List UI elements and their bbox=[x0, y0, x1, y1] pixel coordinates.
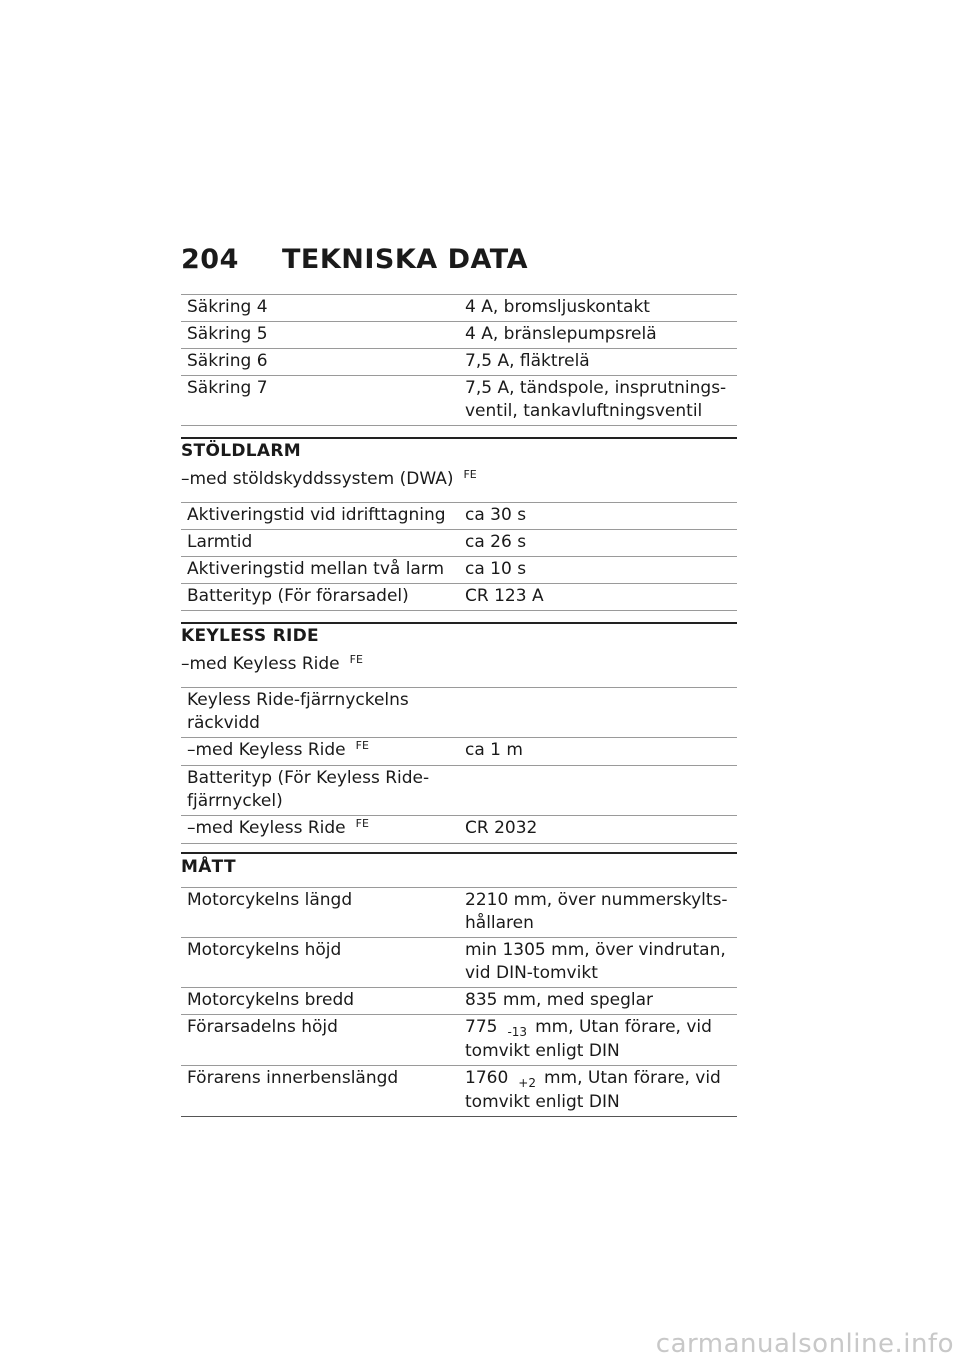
spec-value: ca 10 s bbox=[459, 557, 737, 584]
fuse-label: Säkring 7 bbox=[181, 376, 459, 426]
table-row bbox=[181, 816, 737, 844]
theft-alarm-table bbox=[181, 502, 737, 611]
spec-label: Motorcykelns längd bbox=[181, 888, 459, 938]
fuse-label: Säkring 6 bbox=[181, 349, 459, 376]
spec-value-main: 1760 bbox=[465, 1068, 509, 1088]
table-row bbox=[181, 557, 737, 584]
spec-label: Batterityp (För förarsadel) bbox=[181, 584, 459, 611]
spec-value-rest: mm, Utan förare, vid tomvikt enligt DIN bbox=[465, 1068, 721, 1112]
spec-label: Aktiveringstid vid idrifttagning bbox=[181, 503, 459, 530]
table-row bbox=[181, 988, 737, 1015]
spec-value-rest: mm, Utan förare, vid tomvikt enligt DIN bbox=[465, 1017, 712, 1061]
table-row bbox=[181, 766, 737, 816]
section-title-keyless-ride: KEYLESS RIDE bbox=[181, 626, 319, 646]
table-row bbox=[181, 738, 737, 766]
equipment-note bbox=[181, 653, 363, 677]
note-text: –med stöldskyddssystem (DWA) bbox=[181, 469, 454, 489]
spec-value-cell bbox=[459, 1066, 737, 1117]
chapter-title: TEKNISKA DATA bbox=[282, 244, 529, 275]
fuse-value: 7,5 A, fläktrelä bbox=[459, 349, 737, 376]
spec-label: Förarsadelns höjd bbox=[181, 1015, 459, 1066]
fuse-value: 4 A, bränslepumpsrelä bbox=[459, 322, 737, 349]
spec-label: Förarens innerbenslängd bbox=[181, 1066, 459, 1117]
spec-value: CR 123 A bbox=[459, 584, 737, 611]
spec-value: 835 mm, med speglar bbox=[459, 988, 737, 1015]
spec-label: Keyless Ride-fjärrnyckelns räckvidd bbox=[181, 688, 459, 738]
fuse-label: Säkring 4 bbox=[181, 295, 459, 322]
spec-value-cell bbox=[459, 1015, 737, 1066]
table-row bbox=[181, 688, 737, 738]
spec-label: Aktiveringstid mellan två larm bbox=[181, 557, 459, 584]
fuse-value: 7,5 A, tändspole, insprutnings- ventil, tankavluftningsventil bbox=[459, 376, 737, 426]
spec-value: min 1305 mm, över vindrutan, vid DIN-tomvikt bbox=[459, 938, 737, 988]
spec-label-cell bbox=[181, 738, 459, 766]
watermark: carmanualsonline.info bbox=[655, 1329, 954, 1359]
table-row bbox=[181, 938, 737, 988]
table-row bbox=[181, 584, 737, 611]
table-row bbox=[181, 530, 737, 557]
spec-value: ca 1 m bbox=[459, 738, 737, 766]
factory-equipment-mark: FE bbox=[463, 468, 477, 481]
section-divider bbox=[181, 852, 737, 854]
table-row bbox=[181, 295, 737, 322]
spec-value bbox=[459, 766, 737, 816]
tolerance-subscript: +2 bbox=[518, 1076, 536, 1090]
dimensions-table bbox=[181, 887, 737, 1117]
factory-equipment-mark: FE bbox=[355, 739, 369, 752]
page-number: 204 bbox=[181, 244, 239, 275]
equipment-note bbox=[181, 468, 477, 492]
spec-value: CR 2032 bbox=[459, 816, 737, 844]
table-row bbox=[181, 1066, 737, 1117]
note-text: –med Keyless Ride bbox=[181, 654, 340, 674]
table-row bbox=[181, 1015, 737, 1066]
table-row bbox=[181, 349, 737, 376]
spec-label: Motorcykelns höjd bbox=[181, 938, 459, 988]
factory-equipment-mark: FE bbox=[355, 817, 369, 830]
spec-value: ca 30 s bbox=[459, 503, 737, 530]
section-divider bbox=[181, 437, 737, 439]
spec-label: Motorcykelns bredd bbox=[181, 988, 459, 1015]
section-divider bbox=[181, 622, 737, 624]
tolerance-subscript: -13 bbox=[507, 1025, 528, 1039]
keyless-ride-table bbox=[181, 687, 737, 844]
spec-value: ca 26 s bbox=[459, 530, 737, 557]
fuses-table bbox=[181, 294, 737, 426]
page-header bbox=[181, 243, 528, 277]
factory-equipment-mark: FE bbox=[349, 653, 363, 666]
section-title-dimensions: MÅTT bbox=[181, 857, 236, 877]
spec-label: Batterityp (För Keyless Ride- fjärrnyckel) bbox=[181, 766, 459, 816]
spec-label: –med Keyless Ride bbox=[187, 818, 346, 838]
table-row bbox=[181, 322, 737, 349]
spec-value: 2210 mm, över nummerskylts- hållaren bbox=[459, 888, 737, 938]
spec-label-cell bbox=[181, 816, 459, 844]
spec-value-main: 775 bbox=[465, 1017, 498, 1037]
section-title-theft-alarm: STÖLDLARM bbox=[181, 441, 301, 461]
fuse-label: Säkring 5 bbox=[181, 322, 459, 349]
fuse-value: 4 A, bromsljuskontakt bbox=[459, 295, 737, 322]
table-row bbox=[181, 376, 737, 426]
spec-label: –med Keyless Ride bbox=[187, 740, 346, 760]
table-row bbox=[181, 503, 737, 530]
table-row bbox=[181, 888, 737, 938]
spec-value bbox=[459, 688, 737, 738]
spec-label: Larmtid bbox=[181, 530, 459, 557]
